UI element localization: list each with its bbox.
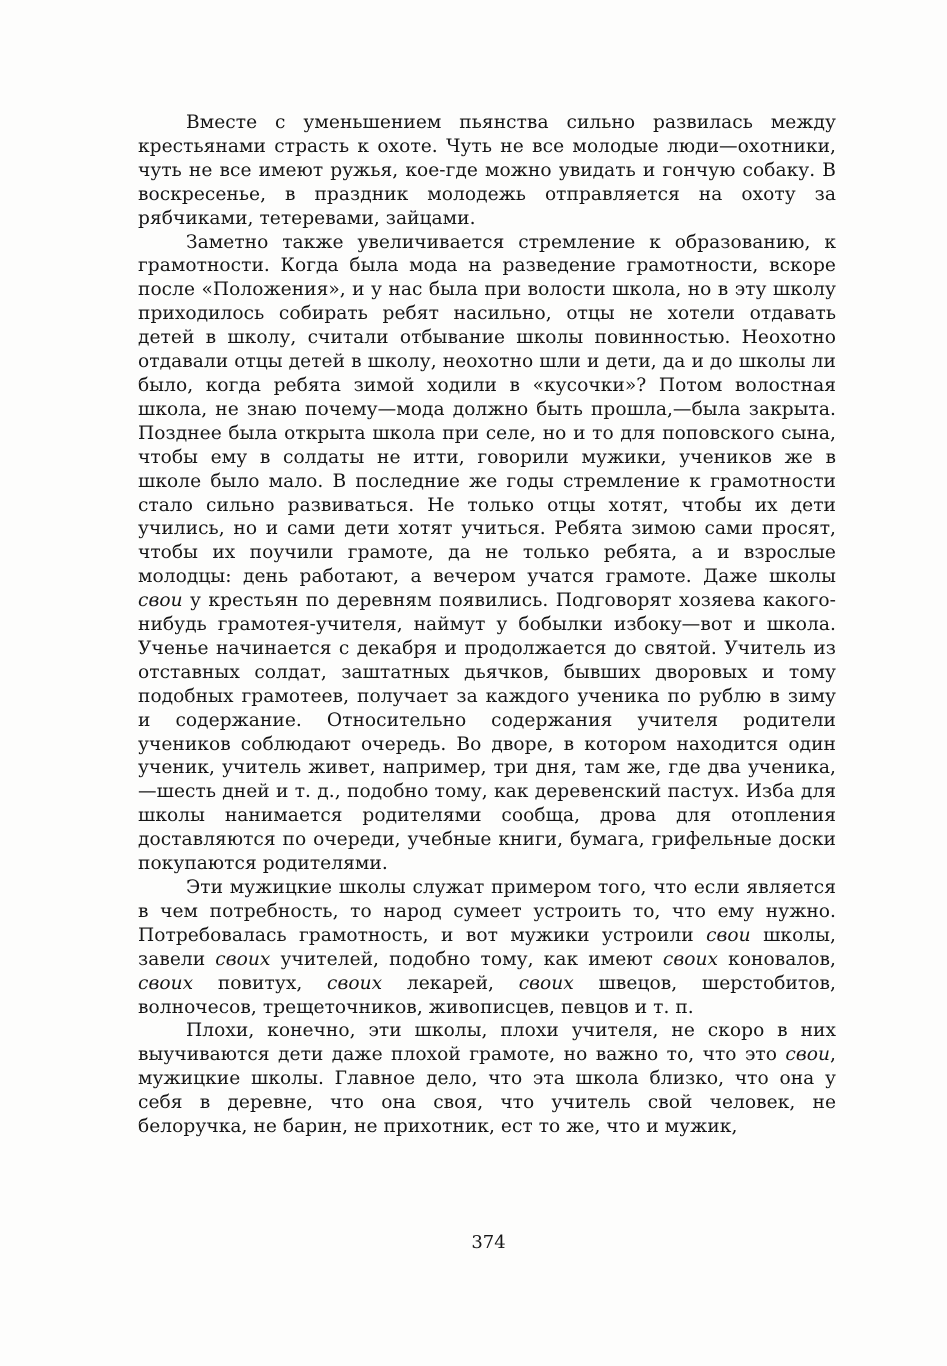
paragraph-school-quality xyxy=(138,1019,836,1139)
text-segment: повитух, xyxy=(193,972,328,994)
italic-text: свои xyxy=(706,924,751,946)
paragraph-hunting xyxy=(138,111,836,231)
text-segment: Эти мужицкие школы служат примером того, что если является в чем потребность, то народ сумеет устроить то, что ему нужно. Потребовалась грамотность, и вот мужики устроили xyxy=(138,877,836,946)
paragraph-literacy xyxy=(138,231,836,876)
italic-text: свои xyxy=(138,590,183,612)
body-text xyxy=(138,111,836,1139)
text-segment: школы, завели xyxy=(138,924,836,970)
italic-text: своих xyxy=(662,948,719,970)
italic-text: своих xyxy=(138,972,194,994)
text-segment: Плохи, конечно, эти школы, плохи учителя, не скоро в них выучиваются дети даже плохой грамоте, но важно то, что это xyxy=(138,1020,836,1066)
italic-text: свои xyxy=(785,1044,831,1066)
italic-text: своих xyxy=(518,972,574,994)
text-segment: , мужицкие школы. Главное дело, что эта школа близко, что она у себя в деревне, что она своя, что учитель свой человек, не белоручка, не барин, не прихотник, ест то же, что и мужик, xyxy=(138,1044,836,1138)
text-segment: лекарей, xyxy=(382,972,519,994)
text-segment: Заметно также увеличивается стремление к образованию, к грамотности. Когда была мода на разведение грамотности, вскоре после «Положения», и у нас была при волости школа, но в эту школу приходилось собирать ребят насильно, отцы не хотели отдавать детей в школу, считали отбывание школы повинностью. Неохотно отдавали отцы детей в школу, неохотно шли и дети, да и до школы ли было, когда ребята зимой ходили в «кусочки»? Потом волостная школа, не знаю почему—мода должно быть прошла,—была закрыта. Позднее была открыта школа при селе, но и то для поповского сына, чтобы ему в солдаты не итти, говорили мужики, учеников же в школе было мало. В последние же годы стремление к грамотности стало сильно развиваться. Не только отцы хотят, чтобы их дети учились, но и сами дети хотят учиться. Ребята зимою сами просят, чтобы их поучили грамоте, да не только ребята, а и взрослые молодцы: день работают, а вечером учатся грамоте. Даже школы xyxy=(138,231,836,588)
text-segment: Вместе с уменьшением пьянства сильно развилась между крестьянами страсть к охоте. Чуть не все молодые люди—охотники, чуть не все имеют ружья, кое-где можно увидать и гончую собаку. В воскресенье, в праздник молодежь отправляется на охоту за рябчиками, тетеревами, зайцами. xyxy=(138,112,836,229)
italic-text: своих xyxy=(327,972,383,994)
text-segment: у крестьян по деревням появились. Подговорят хозяева какого-нибудь грамотея-учителя, наймут у бобылки избоку—вот и школа. Ученье начинается с декабря и продолжается до святой. Учитель из отставных солдат, заштатных дьячков, бывших дворовых и тому подобных грамотеев, получает за каждого ученика по рублю в зиму и содержание. Относительно содержания учителя родители учеников соблюдают очередь. Во дворе, в котором находится один ученик, учитель живет, например, три дня, там же, где два ученика,—шесть дней и т. д., подобно тому, как деревенский пастух. Изба для школы нанимается родителями сообща, дрова для отопления доставляются по очереди, учебные книги, бумага, грифельные доски покупаются родителями. xyxy=(138,590,836,875)
text-segment: учителей, подобно тому, как имеют xyxy=(270,948,663,970)
text-segment: коновалов, xyxy=(718,948,836,970)
italic-text: своих xyxy=(215,948,271,970)
paragraph-peasant-schools xyxy=(138,876,836,1019)
text-segment: швецов, шерстобитов, волночесов, трещеточников, живописцев, певцов и т. п. xyxy=(138,972,836,1018)
page-number: 374 xyxy=(471,1232,506,1253)
